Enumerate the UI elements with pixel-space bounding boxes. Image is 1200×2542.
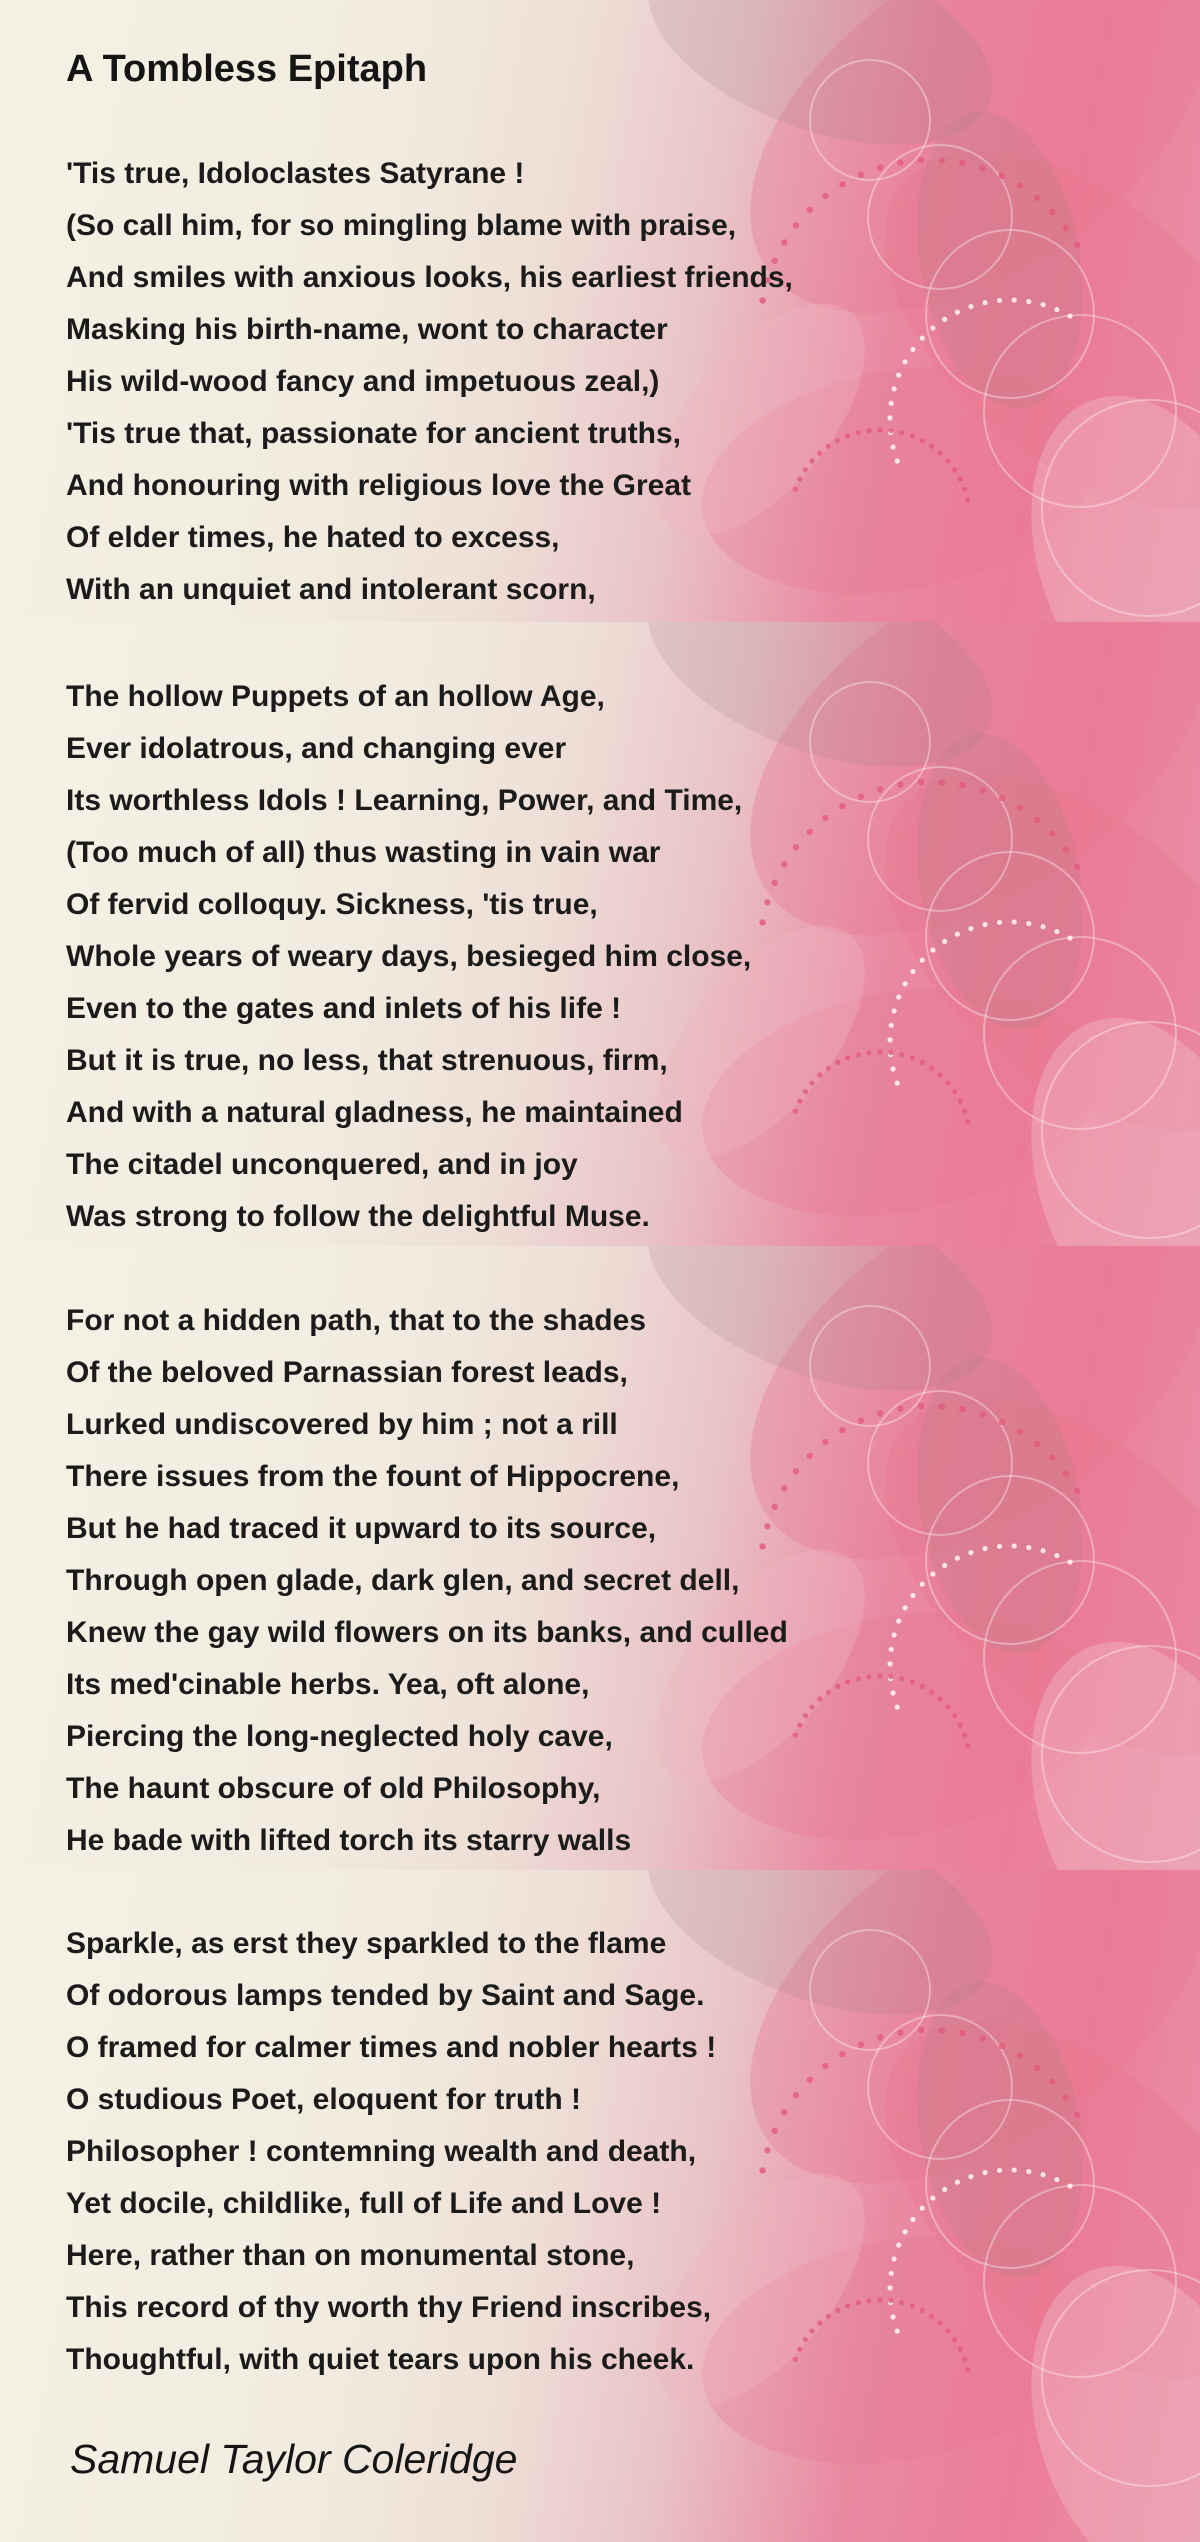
poem-author: Samuel Taylor Coleridge <box>70 2436 518 2482</box>
poem-line: Yet docile, childlike, full of Life and Love ! <box>66 2187 662 2220</box>
poem-line: Knew the gay wild flowers on its banks, and culled <box>66 1616 788 1649</box>
poem-line: With an unquiet and intolerant scorn, <box>66 573 596 606</box>
poem-line: For not a hidden path, that to the shades <box>66 1304 647 1337</box>
poem-line: 'Tis true, Idoloclastes Satyrane ! <box>66 157 525 190</box>
poem-line: O studious Poet, eloquent for truth ! <box>66 2083 581 2116</box>
poem-line: Lurked undiscovered by him ; not a rill <box>66 1408 618 1441</box>
poem-line: Was strong to follow the delightful Muse. <box>66 1200 650 1233</box>
poem-line: Here, rather than on monumental stone, <box>66 2239 635 2272</box>
poem-line: Ever idolatrous, and changing ever <box>66 732 567 765</box>
poem-line: The haunt obscure of old Philosophy, <box>66 1772 601 1805</box>
poem-line: But he had traced it upward to its source, <box>66 1512 657 1545</box>
poem-line: Through open glade, dark glen, and secret dell, <box>66 1564 740 1597</box>
poem-line: Of odorous lamps tended by Saint and Sage. <box>66 1979 705 2012</box>
poem-line: Philosopher ! contemning wealth and death, <box>66 2135 697 2168</box>
poem-line: O framed for calmer times and nobler hearts ! <box>66 2031 717 2064</box>
poem-line: Of fervid colloquy. Sickness, 'tis true, <box>66 888 598 921</box>
poem-line: There issues from the fount of Hippocrene, <box>66 1460 680 1493</box>
poem-line: Even to the gates and inlets of his life ! <box>66 992 622 1025</box>
poem-line: Piercing the long-neglected holy cave, <box>66 1720 613 1753</box>
poem-line: And with a natural gladness, he maintained <box>66 1096 683 1129</box>
poem-line: Its worthless Idols ! Learning, Power, and Time, <box>66 784 743 817</box>
stanza-2 <box>66 671 751 1243</box>
poem-line: This record of thy worth thy Friend inscribes, <box>66 2291 712 2324</box>
poem-line: He bade with lifted torch its starry walls <box>66 1824 632 1857</box>
poem-line: But it is true, no less, that strenuous, firm, <box>66 1044 668 1077</box>
poem-line: Masking his birth-name, wont to character <box>66 313 668 346</box>
poem-line: 'Tis true that, passionate for ancient truths, <box>66 417 682 450</box>
poem-line: The hollow Puppets of an hollow Age, <box>66 680 605 713</box>
poem-line: And smiles with anxious looks, his earliest friends, <box>66 261 793 294</box>
stanza-1 <box>66 148 793 616</box>
stanza-4 <box>66 1918 716 2386</box>
poem-title: A Tombless Epitaph <box>66 48 428 90</box>
poem-line: Of elder times, he hated to excess, <box>66 521 560 554</box>
poem-line: Its med'cinable herbs. Yea, oft alone, <box>66 1668 590 1701</box>
poem-line: (Too much of all) thus wasting in vain war <box>66 836 661 869</box>
stanza-3 <box>66 1295 788 1867</box>
poem-line: His wild-wood fancy and impetuous zeal,) <box>66 365 660 398</box>
poem-line: And honouring with religious love the Great <box>66 469 692 502</box>
poem-line: Whole years of weary days, besieged him close, <box>66 940 752 973</box>
poem-line: Sparkle, as erst they sparkled to the flame <box>66 1927 667 1960</box>
poem-line: The citadel unconquered, and in joy <box>66 1148 578 1181</box>
poem-line: Of the beloved Parnassian forest leads, <box>66 1356 628 1389</box>
poem-line: (So call him, for so mingling blame with praise, <box>66 209 737 242</box>
poem-line: Thoughtful, with quiet tears upon his cheek. <box>66 2343 695 2376</box>
